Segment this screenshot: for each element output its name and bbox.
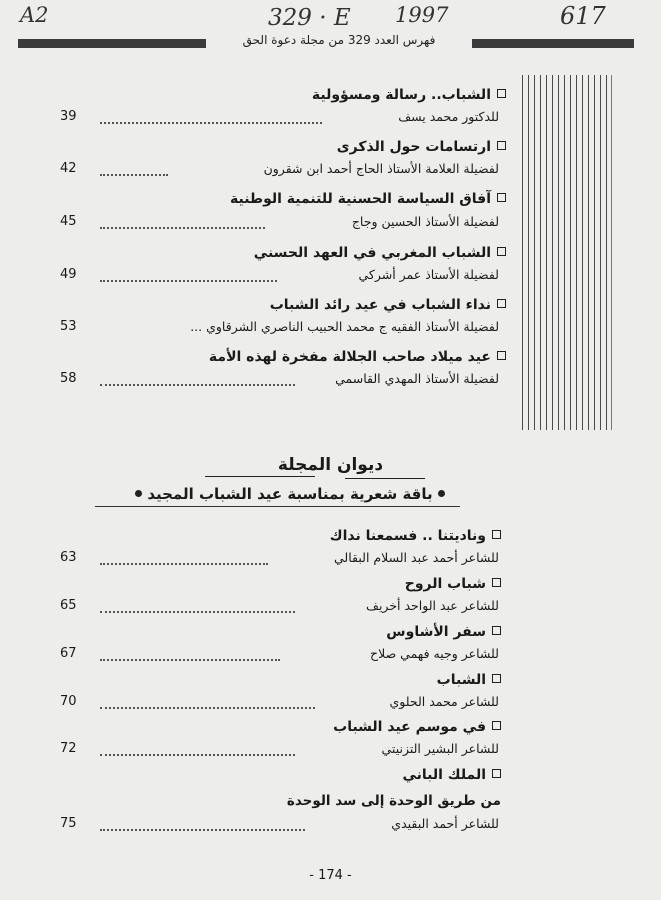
toc-entry-page: 42 (60, 161, 77, 176)
header-bar-left (18, 39, 206, 48)
section-title: ديوان المجلة (277, 455, 384, 475)
toc-entry-author: لفضيلة الأستاذ الحسين وجاج (351, 214, 499, 229)
toc-entry-author: للشاعر وجيه فهمي صلاح (370, 646, 499, 661)
toc-entry-page: 72 (60, 741, 77, 756)
toc-entry-author: للشاعر البشير التزنيتي (381, 741, 499, 756)
toc-entry-page: 63 (60, 550, 77, 565)
toc-entry-title: الملك الباني (402, 767, 501, 783)
leader-dots (100, 215, 265, 229)
toc-entry-title: سفر الأشاوس (386, 624, 501, 640)
toc-entry-author: للشاعر أحمد البقيدي (391, 816, 499, 831)
toc-entry-title: في موسم عيد الشباب (333, 719, 501, 735)
handwritten-year: 1997 (395, 3, 449, 27)
toc-entry-title: الشباب.. رسالة ومسؤولية (312, 87, 506, 103)
leader-dots (100, 817, 305, 831)
toc-entry-title: الشباب المغربي في العهد الحسني (254, 245, 506, 261)
toc-entry-title: ارتسامات حول الذكرى (337, 139, 506, 155)
toc-entry-title: الشباب (437, 672, 501, 688)
toc-entry-title: شباب الروح (405, 576, 501, 592)
decorative-underline (0, 476, 661, 482)
leader-dots (100, 162, 168, 176)
toc-entry-title: آفاق السياسة الحسنية للتنمية الوطنية (230, 191, 506, 207)
toc-entry-author: لفضيلة الأستاذ الفقيه ج محمد الحبيب الناصري الشرقاوي ... (190, 319, 499, 334)
checkbox-icon (492, 626, 501, 635)
toc-entry-page: 65 (60, 598, 77, 613)
toc-entry-page: 39 (60, 109, 77, 124)
checkbox-icon (497, 89, 506, 98)
toc-entry-page: 53 (60, 319, 77, 334)
toc-entry-page: 67 (60, 646, 77, 661)
toc-entry-author: للشاعر محمد الحلوي (389, 694, 499, 709)
leader-dots (100, 695, 315, 709)
leader-dots (100, 372, 295, 386)
vertical-rule (611, 75, 612, 430)
toc-entry-page: 58 (60, 371, 77, 386)
toc-entry-subtitle: من طريق الوحدة إلى سد الوحدة (286, 793, 501, 809)
leader-dots (100, 551, 268, 565)
header-bar-right (472, 39, 634, 48)
subtitle-underline (95, 506, 460, 507)
leader-dots (100, 268, 277, 282)
toc-entry-title: عيد ميلاد صاحب الجلالة مفخرة لهذه الأمة (209, 349, 506, 365)
toc-entry-page: 45 (60, 214, 77, 229)
checkbox-icon (492, 721, 501, 730)
handwritten-note-left: A2 (20, 3, 49, 27)
leader-dots (100, 599, 295, 613)
checkbox-icon (497, 141, 506, 150)
handwritten-note-right: 617 (560, 2, 606, 30)
toc-entry-author: لفضيلة الأستاذ المهدي القاسمي (335, 371, 499, 386)
checkbox-icon (492, 578, 501, 587)
checkbox-icon (492, 674, 501, 683)
toc-entry-title: وناديتنا .. فسمعنا نداك (330, 528, 501, 544)
page-number: - 174 - (309, 868, 352, 883)
toc-entry-page: 70 (60, 694, 77, 709)
checkbox-icon (492, 530, 501, 539)
checkbox-icon (497, 247, 506, 256)
checkbox-icon (497, 351, 506, 360)
leader-dots (100, 110, 322, 124)
section-subtitle: باقة شعرية بمناسبة عيد الشباب المجيد (120, 485, 460, 503)
toc-entry-author: للدكتور محمد يسف (398, 109, 499, 124)
bullet-icon (438, 490, 445, 497)
toc-entry-author: للشاعر أحمد عبد السلام البقالي (334, 550, 499, 565)
bullet-icon (135, 490, 142, 497)
decorative-stripes (522, 75, 610, 430)
checkbox-icon (497, 299, 506, 308)
toc-entry-author: لفضيلة الأستاذ عمر أشركي (358, 267, 499, 282)
handwritten-issue-code: 329 · E (268, 5, 351, 31)
toc-entry-author: لفضيلة العلامة الأستاذ الحاج أحمد ابن شقرون (263, 161, 499, 176)
leader-dots (100, 647, 280, 661)
checkbox-icon (492, 769, 501, 778)
toc-entry-page: 75 (60, 816, 77, 831)
toc-entry-author: للشاعر عبد الواحد أخريف (366, 598, 499, 613)
toc-entry-title: نداء الشباب في عيد رائد الشباب (270, 297, 506, 313)
running-head: فهرس العدد 329 من مجلة دعوة الحق (242, 33, 436, 47)
toc-entry-page: 49 (60, 267, 77, 282)
checkbox-icon (497, 193, 506, 202)
leader-dots (100, 742, 295, 756)
